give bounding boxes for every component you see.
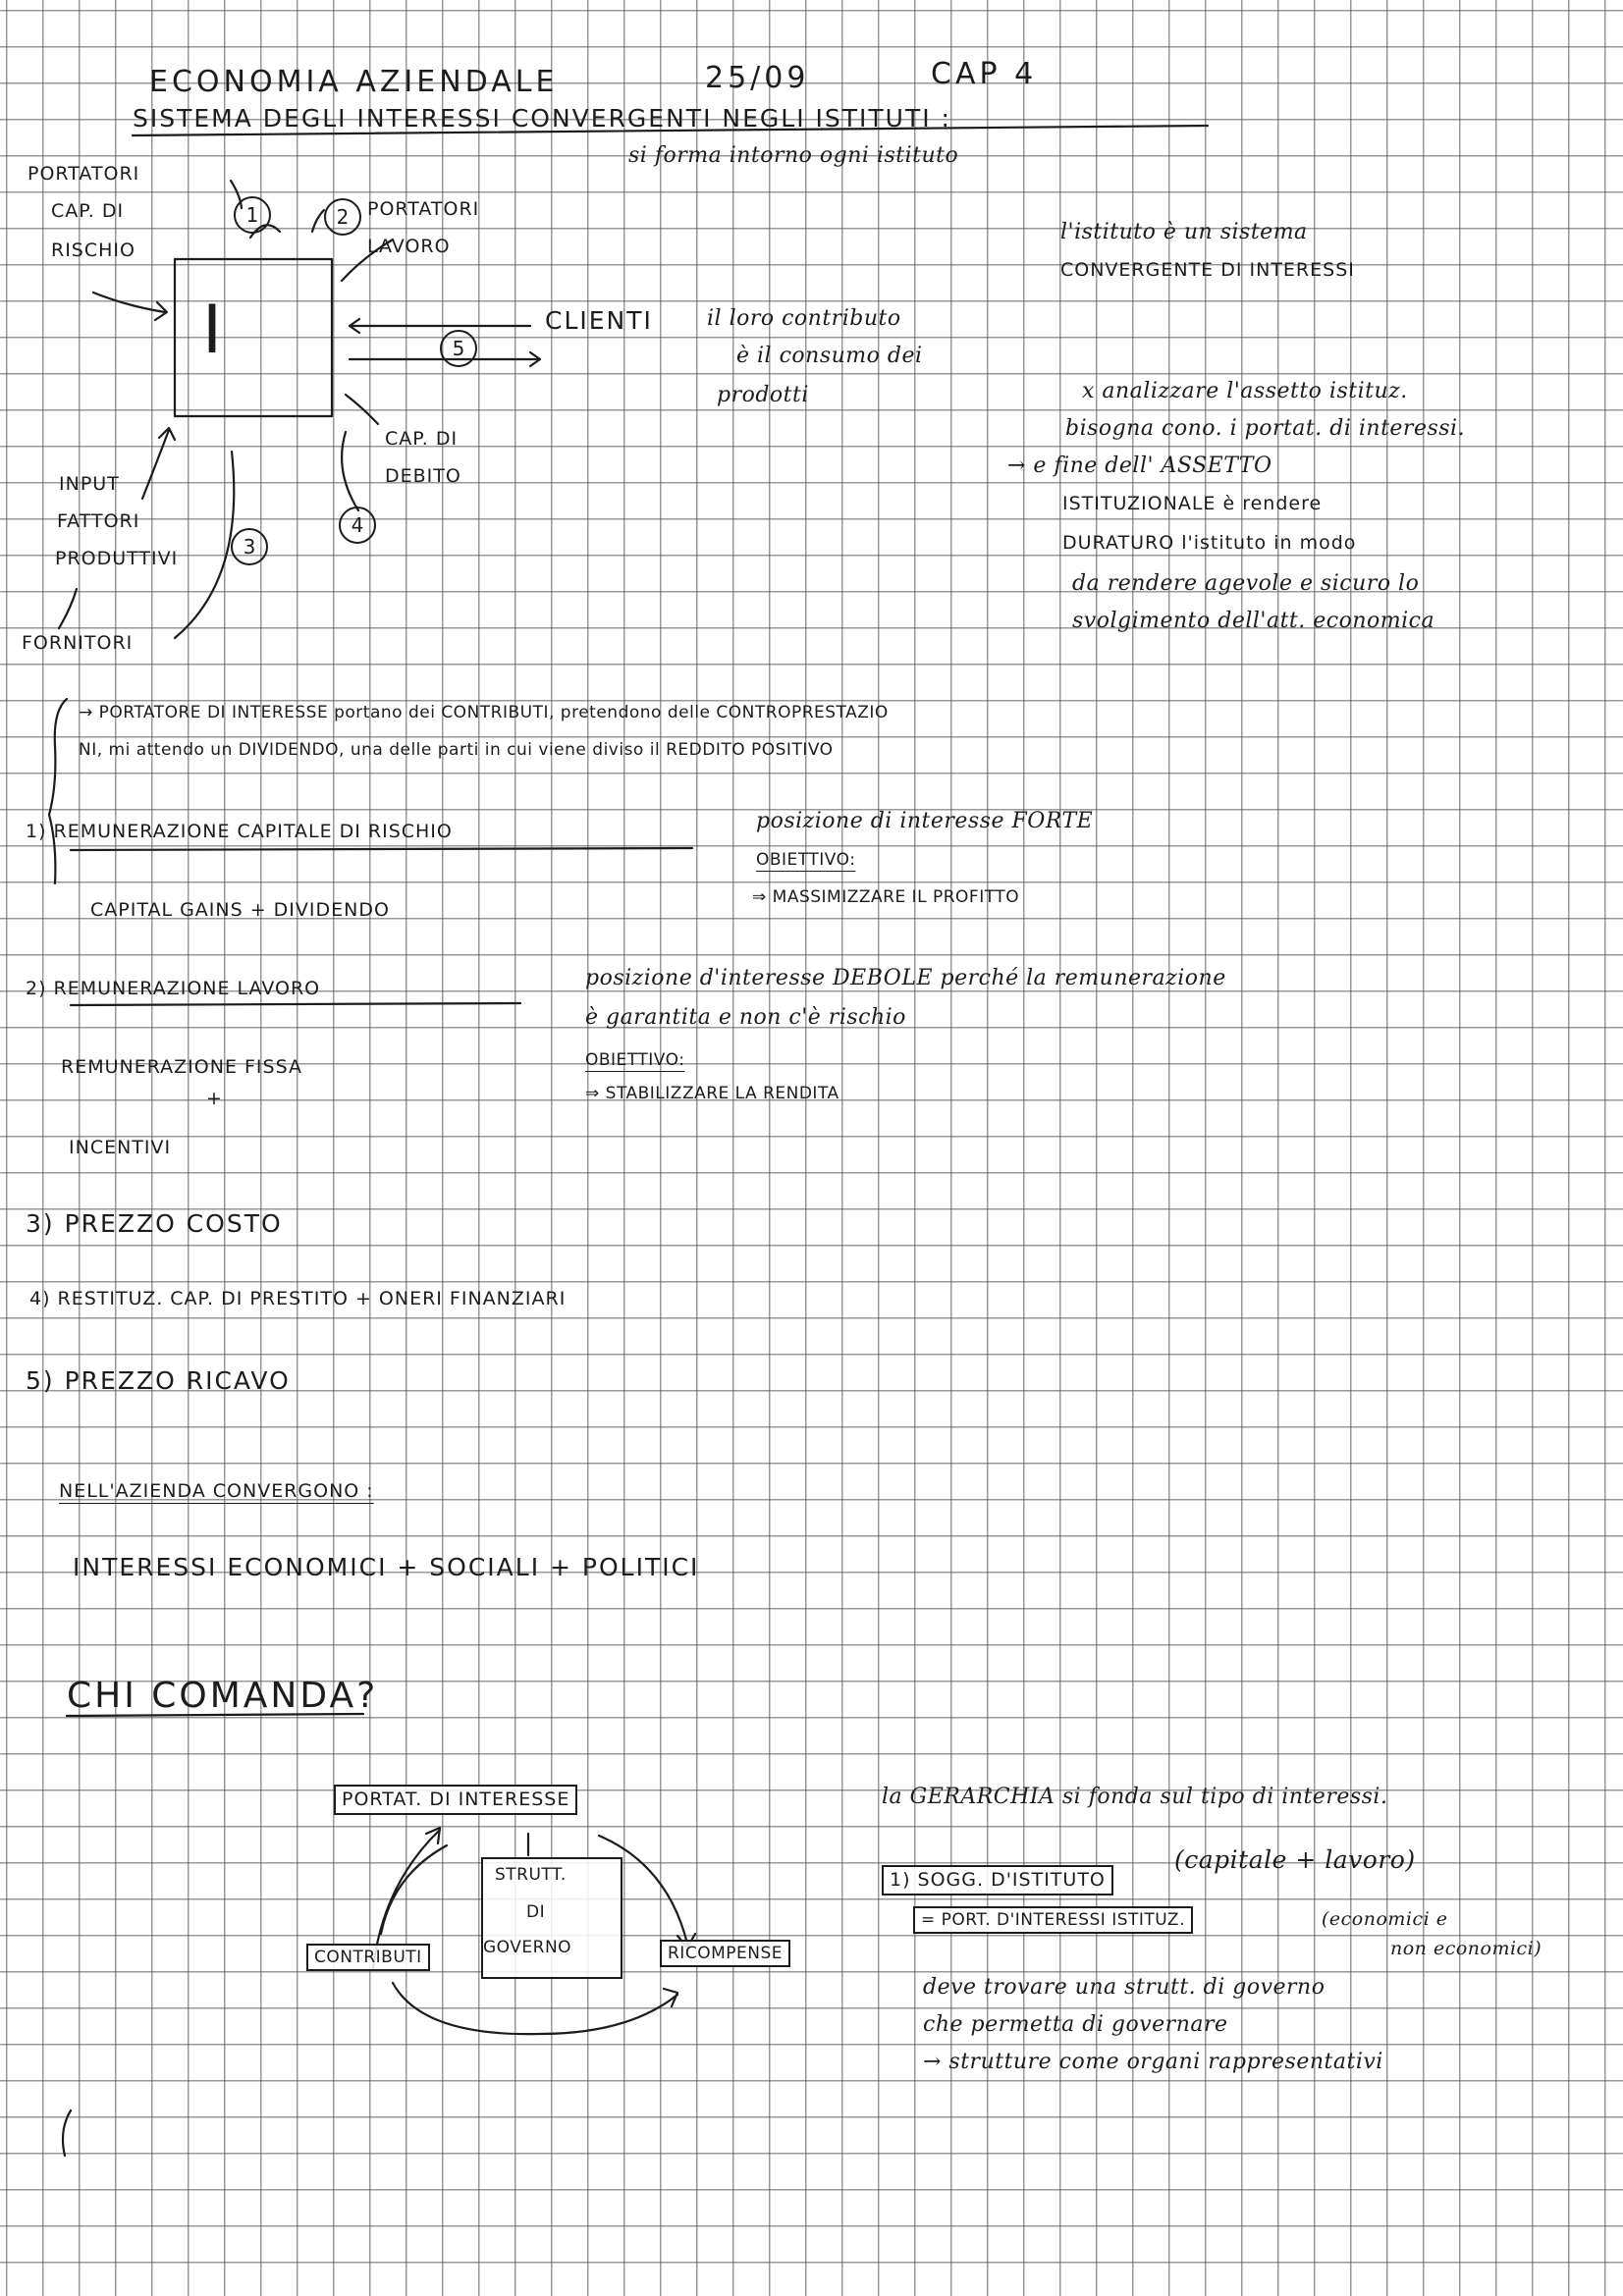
gov-arrow-left-up-head (426, 1828, 440, 1843)
marker-2: 2 (324, 198, 361, 236)
side-note-line1: l'istituto è un sistema (1060, 220, 1308, 244)
arrow-suppliers-left (59, 589, 77, 628)
suppliers-label: FORNITORI (22, 632, 134, 654)
item2-body-line1: REMUNERAZIONE FISSA (61, 1056, 302, 1078)
hierarchy-paren2-line1: (economici e (1322, 1908, 1448, 1930)
marker-4: 4 (339, 507, 376, 544)
item2-body-line3: INCENTIVI (69, 1137, 172, 1158)
item2-note-line1: posizione d'interesse DEBOLE perché la remunerazione (585, 966, 1226, 990)
governance-question: CHI COMANDA? (67, 1676, 379, 1716)
inputs-line2: FATTORI (57, 510, 140, 532)
arrow-debt-up (342, 432, 358, 510)
item5-heading: 5) PREZZO RICAVO (26, 1366, 291, 1395)
hierarchy-paren2-line2: non economici) (1390, 1938, 1542, 1959)
arrow-clients-out-head (530, 352, 540, 366)
item2-note-line2: è garantita e non c'è rischio (585, 1005, 906, 1030)
item1-goal: ⇒ MASSIMIZZARE IL PROFITTO (752, 887, 1020, 907)
item2-goal: ⇒ STABILIZZARE LA RENDITA (585, 1084, 839, 1103)
gov-node-stakeholders: PORTAT. DI INTERESSE (334, 1785, 577, 1815)
hierarchy-note-line3: → strutture come organi rappresentativi (923, 2050, 1383, 2074)
hierarchy-title: la GERARCHIA si fonda sul tipo di interessi. (882, 1785, 1388, 1809)
risk-capital-line1: PORTATORI (27, 163, 140, 185)
arrow-debt (346, 395, 378, 424)
item1-heading: 1) REMUNERAZIONE CAPITALE DI RISCHIO (26, 821, 453, 842)
lecture-date: 25/09 (705, 61, 810, 95)
risk-capital-line2: CAP. DI (51, 200, 125, 222)
institute-letter: I (202, 292, 223, 369)
subject-title: ECONOMIA AZIENDALE (149, 65, 559, 99)
arrow-risk-head (155, 302, 167, 320)
arrow-clients-in-head (350, 319, 359, 333)
clients-note-line1: il loro contributo (707, 306, 901, 331)
clients-note-line3: prodotti (717, 383, 809, 407)
item4-heading: 4) RESTITUZ. CAP. DI PRESTITO + ONERI FINANZIARI (29, 1288, 567, 1309)
gov-arrow-left-down (381, 1845, 447, 1934)
hierarchy-note-line2: che permetta di governare (923, 2012, 1228, 2037)
intro-line2: NI, mi attendo un DIVIDENDO, una delle parti in cui viene diviso il REDDITO POSITIVO (79, 740, 834, 760)
arrow-labour-top (312, 210, 324, 232)
clients-label: CLIENTI (545, 306, 653, 335)
item1-note: posizione di interesse FORTE (756, 809, 1094, 833)
institute-box (175, 259, 332, 416)
item2-body-line2: + (206, 1088, 223, 1109)
clients-note-line2: è il consumo dei (736, 344, 923, 368)
marker-1: 1 (234, 196, 271, 234)
gov-bottom-loop-head (664, 1989, 677, 2006)
inputs-line3: PRODUTTIVI (55, 548, 179, 569)
topic-subtitle: si forma intorno ogni istituto (628, 143, 959, 168)
side-note-line4: bisogna cono. i portat. di interessi. (1065, 416, 1466, 441)
gov-node-governance (481, 1857, 622, 1979)
debt-capital-line2: DEBITO (385, 465, 461, 487)
hierarchy-paren: (capitale + lavoro) (1174, 1845, 1416, 1874)
item2-heading: 2) REMUNERAZIONE LAVORO (26, 978, 321, 999)
arrow-inputs (142, 430, 169, 499)
debt-capital-line1: CAP. DI (385, 428, 459, 450)
gov-node-rewards: RICOMPENSE (660, 1940, 790, 1967)
hierarchy-note-line1: deve trovare una strutt. di governo (923, 1975, 1325, 2000)
arrow-inputs-head (159, 428, 175, 440)
side-note-line6: ISTITUZIONALE è rendere (1062, 493, 1323, 514)
item3-heading: 3) PREZZO COSTO (26, 1209, 283, 1238)
intro-brace (49, 699, 67, 883)
hierarchy-item: 1) SOGG. D'ISTITUTO (882, 1865, 1113, 1896)
item1-body: CAPITAL GAINS + DIVIDENDO (90, 899, 390, 921)
arrow-suppliers (175, 452, 234, 638)
side-note-line9: svolgimento dell'att. economica (1072, 609, 1435, 633)
margin-mark (63, 2110, 71, 2156)
chapter-number: CAP 4 (931, 57, 1038, 91)
labour-line2: LAVORO (367, 236, 451, 257)
gov-node-governance-line1: STRUTT. (495, 1865, 567, 1885)
labour-line1: PORTATORI (367, 198, 480, 220)
side-note-line7: DURATURO l'istituto in modo (1062, 532, 1357, 554)
convergence-heading: NELL'AZIENDA CONVERGONO : (59, 1480, 374, 1502)
convergence-body: INTERESSI ECONOMICI + SOCIALI + POLITICI (73, 1553, 700, 1581)
marker-3: 3 (231, 528, 268, 565)
gov-node-governance-line2: DI (526, 1902, 546, 1922)
intro-line1: → PORTATORE DI INTERESSE portano dei CONTRIBUTI, pretendono delle CONTROPRESTAZIO (79, 703, 889, 722)
side-note-line8: da rendere agevole e sicuro lo (1072, 571, 1420, 596)
item1-goal-label: OBIETTIVO: (756, 850, 856, 870)
inputs-line1: INPUT (59, 473, 120, 495)
risk-capital-line3: RISCHIO (51, 240, 135, 261)
topic-title: SISTEMA DEGLI INTERESSI CONVERGENTI NEGLI ISTITUTI : (133, 104, 951, 133)
gov-node-governance-line3: GOVERNO (483, 1938, 572, 1957)
gov-bottom-loop (393, 1983, 677, 2034)
item1-underline (71, 848, 692, 850)
item2-goal-label: OBIETTIVO: (585, 1050, 685, 1070)
hierarchy-equiv: = PORT. D'INTERESSI ISTITUZ. (913, 1906, 1193, 1934)
arrow-risk (93, 293, 165, 312)
side-note-line5: → e fine dell' ASSETTO (1007, 454, 1272, 478)
side-note-line2: CONVERGENTE DI INTERESSI (1060, 259, 1355, 281)
item2-underline (71, 1003, 520, 1005)
side-note-line3: x analizzare l'assetto istituz. (1082, 379, 1408, 403)
marker-5: 5 (440, 330, 477, 367)
gov-node-contributions: CONTRIBUTI (306, 1944, 430, 1971)
